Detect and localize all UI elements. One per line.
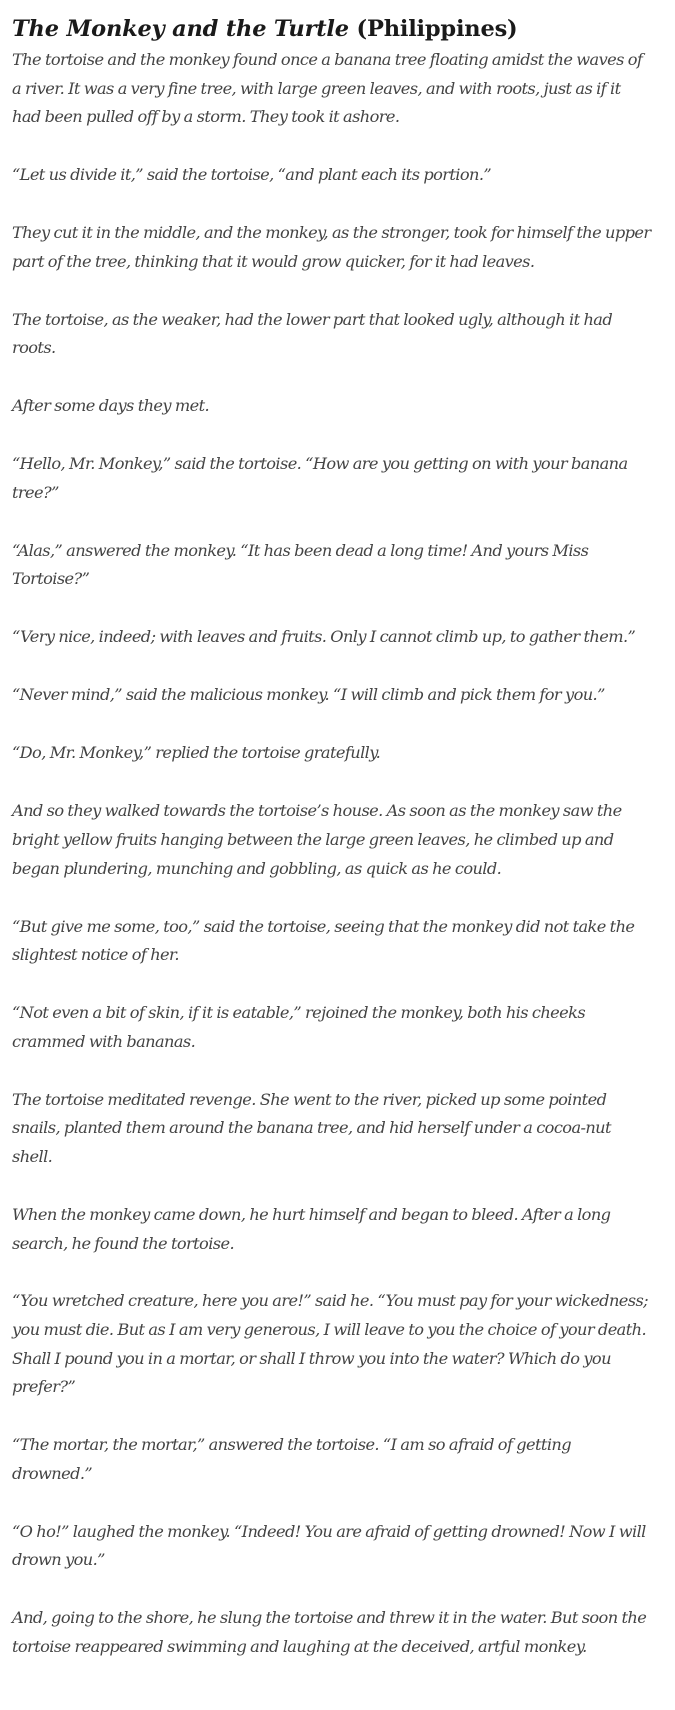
paragraph: After some days they met. [12,396,210,416]
paragraph: “The mortar, the mortar,” answered the tortoise. “I am so afraid of getting drowned.” [12,1435,572,1483]
paragraph: “Never mind,” said the malicious monkey. “I will climb and pick them for you.” [12,685,605,705]
paragraph: And, going to the shore, he slung the tortoise and threw it in the water. But soon the tortoise reappeared swimming and laughing at the deceived, artful monkey. [12,1608,647,1656]
paragraph: “You wretched creature, here you are!” said he. “You must pay for your wickedness; you must die. But as I am very generous, I will leave to you the choice of your death. Shall I pound you in a mortar, or shall I throw you into the water? Which do you prefer?” [12,1291,649,1397]
paragraph: “Let us divide it,” said the tortoise, “and plant each its portion.” [12,165,492,185]
paragraph: The tortoise and the monkey found once a banana tree floating amidst the waves of a river. It was a very fine tree, with large green leaves, and with roots, just as if it had been pulled off by a storm. They took it ashore. [12,50,643,127]
article-body [12,46,652,1662]
paragraph: “Hello, Mr. Monkey,” said the tortoise. “How are you getting on with your banana tree?” [12,454,628,502]
paragraph: The tortoise meditated revenge. She went to the river, picked up some pointed snails, planted them around the banana tree, and hid herself under a cocoa-nut shell. [12,1089,611,1166]
paragraph: “Do, Mr. Monkey,” replied the tortoise gratefully. [12,743,381,763]
paragraph: And so they walked towards the tortoise’s house. As soon as the monkey saw the bright yellow fruits hanging between the large green leaves, he climbed up and began plundering, munching and gobbling, as quick as he could. [12,801,622,878]
paragraph: When the monkey came down, he hurt himself and began to bleed. After a long search, he found the tortoise. [12,1204,611,1253]
paragraph: They cut it in the middle, and the monkey, as the stronger, took for himself the upper part of the tree, thinking that it would grow quicker, for it had leaves. [12,223,651,271]
title-story-name: The Monkey and the Turtle [12,16,349,42]
paragraph: “But give me some, too,” said the tortoise, seeing that the monkey did not take the slightest notice of her. [12,916,635,965]
article [12,14,652,1662]
paragraph: “O ho!” laughed the monkey. “Indeed! You are afraid of getting drowned! Now I will drown you.” [12,1521,646,1570]
paragraph: “Not even a bit of skin, if it is eatable,” rejoined the monkey, both his cheeks crammed with bananas. [12,1003,586,1051]
paragraph: “Alas,” answered the monkey. “It has been dead a long time! And yours Miss Tortoise?” [12,540,589,589]
paragraph: “Very nice, indeed; with leaves and fruits. Only I cannot climb up, to gather them.” [12,627,636,647]
article-title [12,14,652,44]
title-region: (Philippines) [348,16,518,42]
paragraph: The tortoise, as the weaker, had the lower part that looked ugly, although it had roots. [12,309,613,358]
